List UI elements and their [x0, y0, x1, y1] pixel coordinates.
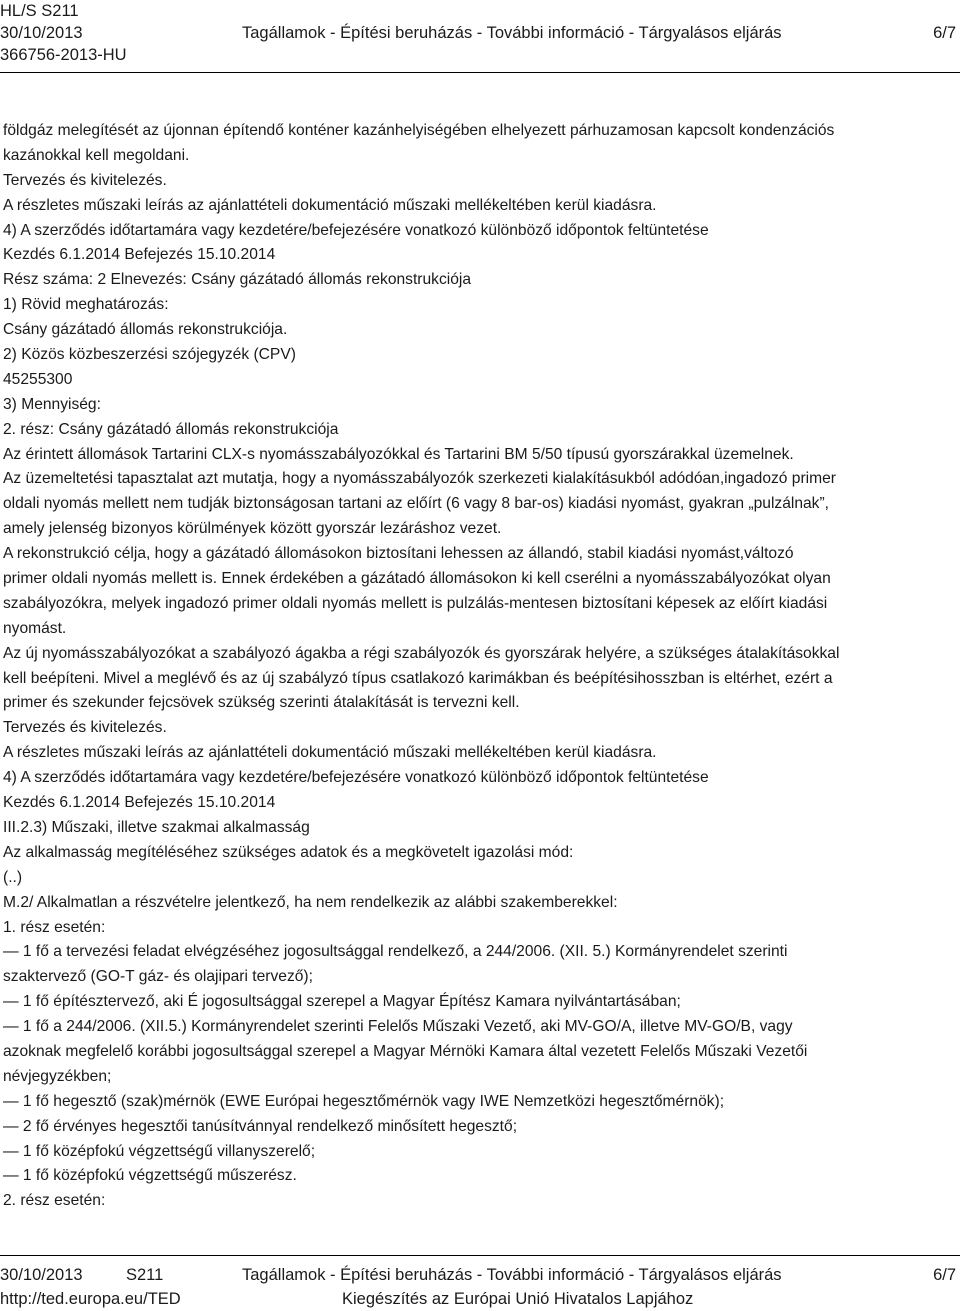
body-line: Az alkalmasság megítéléséhez szükséges adatok és a megkövetelt igazolási mód: — [3, 843, 574, 861]
body-line: Csány gázátadó állomás rekonstrukciója. — [3, 321, 288, 339]
body-line: Kezdés 6.1.2014 Befejezés 15.10.2014 — [3, 794, 276, 812]
body-line: — 1 fő a tervezési feladat elvégzéséhez jogosultsággal rendelkező, a 244/2006. (XII. 5.) Kormányrendelet szerinti — [3, 943, 788, 961]
body-line: 3) Mennyiség: — [3, 395, 101, 413]
body-line: Az üzemeltetési tapasztalat azt mutatja, hogy a nyomásszabályozók szerkezeti kialakításukból adódóan,ingadozó primer — [3, 470, 836, 488]
page-header — [0, 0, 960, 72]
body-line: azoknak megfelelő korábbi jogosultsággal szerepel a Magyar Mérnöki Kamara által vezetett Felelős Műszaki Vezetői — [3, 1042, 808, 1060]
page-footer — [0, 1263, 960, 1311]
footer-title: Tagállamok - Építési beruházás - További információ - Tárgyalásos eljárás — [242, 1266, 782, 1284]
body-line: 1) Rövid meghatározás: — [3, 296, 169, 314]
document-id: HL/S S211 — [0, 2, 79, 20]
body-line: — 1 fő építésztervező, aki É jogosultsággal szerepel a Magyar Építész Kamara nyilvántartásában; — [3, 993, 681, 1011]
body-line: Kezdés 6.1.2014 Befejezés 15.10.2014 — [3, 246, 276, 264]
header-page-number: 6/7 — [933, 24, 956, 42]
body-line: 2. rész: Csány gázátadó állomás rekonstrukciója — [3, 420, 339, 438]
body-line: földgáz melegítését az újonnan építendő konténer kazánhelyiségében elhelyezett párhuzamosan kapcsolt kondenzációs — [3, 122, 835, 139]
body-line: Tervezés és kivitelezés. — [3, 719, 167, 737]
footer-date: 30/10/2013 — [0, 1266, 83, 1284]
body-line: 1. rész esetén: — [3, 918, 106, 936]
body-line: 45255300 — [3, 370, 73, 388]
body-line: 2) Közös közbeszerzési szójegyzék (CPV) — [3, 346, 296, 364]
header-divider — [0, 72, 960, 73]
body-line: — 1 fő a 244/2006. (XII.5.) Kormányrendelet szerinti Felelős Műszaki Vezető, aki MV-GO/A, illetve MV-GO/B, vagy — [3, 1018, 793, 1036]
body-line: A rekonstrukció célja, hogy a gázátadó állomásokon biztosítani lehessen az állandó, stabil kiadási nyomást,változó — [3, 545, 794, 563]
body-line: szabályozókra, melyek ingadozó primer oldali nyomás mellett is pulzálás-mentesen biztosítani képesek az előírt kiadási — [3, 594, 828, 612]
notice-number: 366756-2013-HU — [0, 46, 127, 64]
body-line: Az új nyomásszabályozókat a szabályozó ágakba a régi szabályozók és gyorszárak helyére, a szükséges átalakításokkal — [3, 644, 840, 662]
body-line: M.2/ Alkalmatlan a részvételre jelentkező, ha nem rendelkezik az alábbi szakemberekkel: — [3, 893, 618, 911]
body-line: amely jelenség bizonyos körülmények között gyorszár lezáráshoz vezet. — [3, 520, 502, 538]
body-line: Tervezés és kivitelezés. — [3, 171, 167, 189]
body-line: 2. rész esetén: — [3, 1192, 106, 1210]
body-line: primer oldali nyomás mellett is. Ennek érdekében a gázátadó állomásokon ki kell cserélni a nyomásszabályozókat olyan — [3, 570, 831, 588]
footer-divider — [0, 1255, 960, 1256]
body-line: névjegyzékben; — [3, 1067, 112, 1085]
footer-series: S211 — [126, 1266, 164, 1284]
body-line: kazánokkal kell megoldani. — [3, 146, 190, 164]
body-line: — 1 fő középfokú végzettségű villanyszerelő; — [3, 1142, 316, 1160]
body-line: — 1 fő középfokú végzettségű műszerész. — [3, 1167, 297, 1185]
body-line: 4) A szerződés időtartamára vagy kezdetére/befejezésére vonatkozó különböző időpontok feltüntetése — [3, 769, 709, 787]
document-body — [3, 119, 958, 1214]
body-line: III.2.3) Műszaki, illetve szakmai alkalmasság — [3, 818, 310, 836]
body-line: A részletes műszaki leírás az ajánlattételi dokumentáció műszaki mellékeltében kerül kiadásra. — [3, 196, 657, 214]
body-line: 4) A szerződés időtartamára vagy kezdetére/befejezésére vonatkozó különböző időpontok feltüntetése — [3, 221, 709, 239]
body-line: — 1 fő hegesztő (szak)mérnök (EWE Európai hegesztőmérnök vagy IWE Nemzetközi hegesztőmérnök); — [3, 1092, 725, 1110]
footer-url-link[interactable]: http://ted.europa.eu/TED — [0, 1290, 181, 1308]
body-line: oldali nyomás mellett nem tudják biztonságosan tartani az előírt (6 vagy 8 bar-os) kiadási nyomást, gyakran „pulzálnak”, — [3, 495, 830, 513]
body-line: Rész száma: 2 Elnevezés: Csány gázátadó állomás rekonstrukciója — [3, 271, 472, 289]
body-line: (..) — [3, 868, 23, 886]
footer-publisher: Kiegészítés az Európai Unió Hivatalos Lapjához — [342, 1290, 694, 1308]
header-title: Tagállamok - Építési beruházás - További információ - Tárgyalásos eljárás — [242, 24, 782, 42]
body-line: primer és szekunder fejcsövek szükség szerinti átalakítását is tervezni kell. — [3, 694, 520, 712]
body-line: — 2 fő érvényes hegesztői tanúsítvánnyal rendelkező minősített hegesztő; — [3, 1117, 518, 1135]
body-line: szaktervező (GO-T gáz- és olajipari tervező); — [3, 968, 313, 986]
body-line: nyomást. — [3, 619, 67, 637]
body-line: Az érintett állomások Tartarini CLX-s nyomásszabályozókkal és Tartarini BM 5/50 típusú gyorszárakkal üzemelnek. — [3, 445, 794, 463]
header-date: 30/10/2013 — [0, 24, 83, 42]
header-left — [0, 0, 127, 66]
body-line: A részletes műszaki leírás az ajánlattételi dokumentáció műszaki mellékeltében kerül kiadásra. — [3, 744, 657, 762]
body-line: kell beépíteni. Mivel a meglévő és az új szabályzó típus csatlakozó karimákban és beépítésihosszban is eltérhet, ezért a — [3, 669, 833, 687]
footer-page-number: 6/7 — [933, 1266, 956, 1284]
